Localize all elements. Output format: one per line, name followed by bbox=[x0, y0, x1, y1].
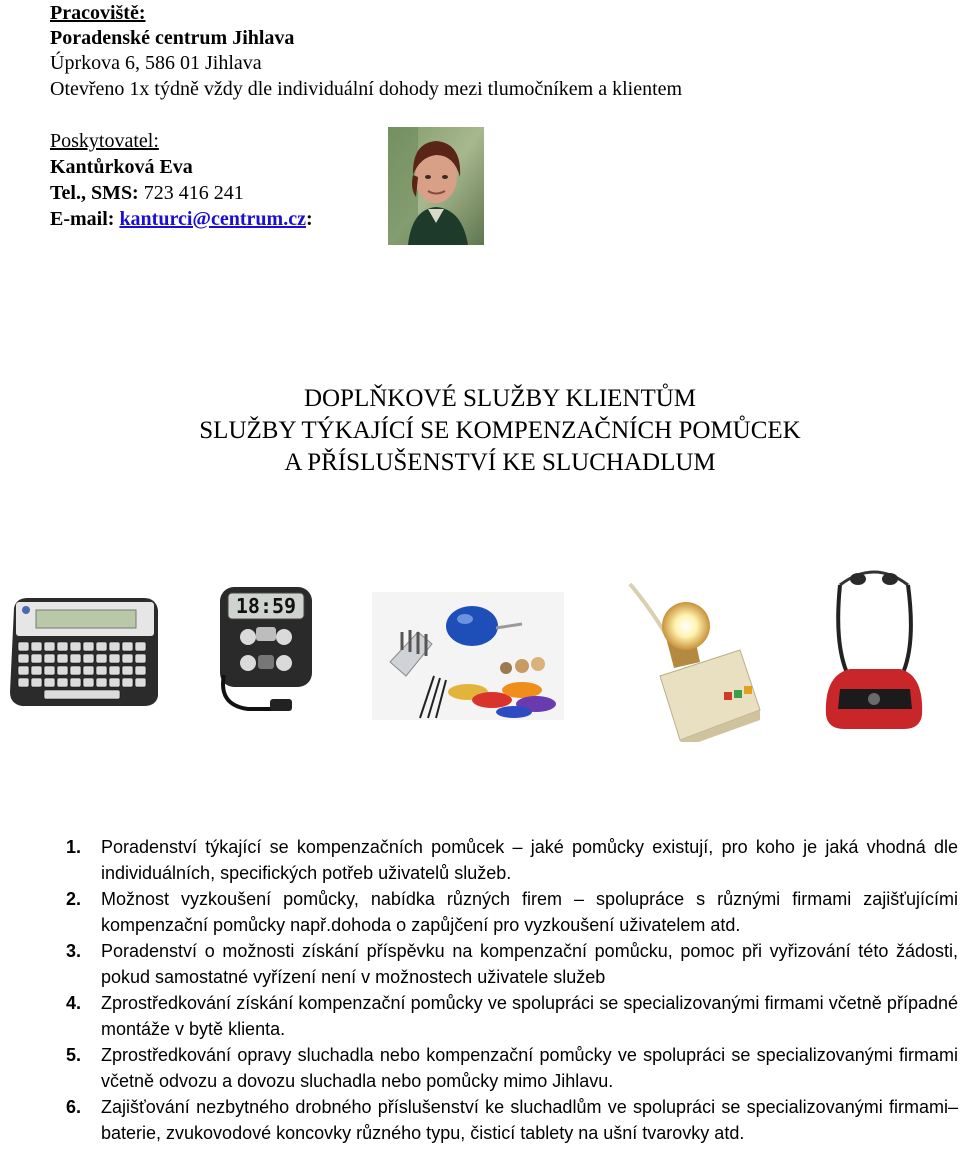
list-item bbox=[66, 886, 958, 938]
email-line bbox=[50, 206, 313, 232]
item-number: 6. bbox=[66, 1097, 82, 1117]
list-item bbox=[66, 1042, 958, 1094]
item-text: Možnost vyzkoušení pomůcky, nabídka různých firem – spolupráce s různými firmami zajišťujícími kompenzační pomůcky např.dohoda o zapůjčení pro vyzkoušení uživatelem atd. bbox=[101, 889, 958, 935]
phone-label: Tel., SMS: bbox=[50, 182, 139, 204]
item-text: Poradenství o možnosti získání příspěvku na kompenzační pomůcku, pomoc při vyřizování této žádosti, pokud samostatné vyřízení není v možnostech uživatele služeb bbox=[101, 941, 958, 987]
vibrating-alarm-clock-image bbox=[218, 585, 314, 713]
list-item bbox=[66, 990, 958, 1042]
hearing-aid-accessories-image bbox=[372, 592, 564, 720]
title-line-1: DOPLŇKOVÉ SLUŽBY KLIENTŮM bbox=[303, 385, 697, 412]
email-label: E-mail: bbox=[50, 208, 115, 230]
item-number: 4. bbox=[66, 993, 82, 1013]
item-number: 1. bbox=[66, 837, 82, 857]
center-name: Poradenské centrum Jihlava bbox=[50, 27, 295, 49]
item-number: 2. bbox=[66, 889, 82, 909]
list-item bbox=[66, 834, 958, 886]
title-line-3: A PŘÍSLUŠENSTVÍ KE SLUCHADLUM bbox=[284, 449, 716, 476]
address: Úprkova 6, 586 01 Jihlava bbox=[50, 52, 262, 74]
provider-photo bbox=[388, 127, 484, 245]
list-item bbox=[66, 1094, 958, 1146]
item-text: Zprostředkování opravy sluchadla nebo kompenzační pomůcky ve spolupráci se specializovanými firmami včetně odvozu a dovozu sluchadla nebo pomůcky mimo Jihlavu. bbox=[101, 1045, 958, 1091]
clock-display: 18:59 bbox=[235, 594, 297, 618]
item-number: 3. bbox=[66, 941, 82, 961]
email-link[interactable]: kanturci@centrum.cz bbox=[119, 208, 306, 230]
item-text: Zprostředkování získání kompenzační pomůcky ve spolupráci se specializovanými firmami včetně případné montáže v bytě klienta. bbox=[101, 993, 958, 1039]
item-text: Zajišťování nezbytného drobného příslušenství ke sluchadlům ve spolupráci se specializovanými firmami– baterie, zvukovodové koncovky různého typu, čisticí tablety na ušní tvarovky atd. bbox=[101, 1097, 958, 1143]
item-text: Poradenství týkající se kompenzačních pomůcek – jaké pomůcky existují, pro koho je jaká vhodná dle individuálních, specifických potřeb uživatelů služeb. bbox=[101, 837, 958, 883]
tv-headphones-image bbox=[820, 565, 928, 733]
signal-lamp-image bbox=[620, 580, 762, 742]
phone-value: 723 416 241 bbox=[143, 182, 244, 204]
phone-line bbox=[50, 180, 244, 206]
opening-hours: Otevřeno 1x týdně vždy dle individuální dohody mezi tlumočníkem a klientem bbox=[50, 78, 683, 100]
provider-name: Kantůrková Eva bbox=[50, 156, 193, 178]
services-list bbox=[66, 834, 958, 1146]
text-telephone-image bbox=[8, 596, 160, 708]
item-number: 5. bbox=[66, 1045, 82, 1065]
email-suffix: : bbox=[305, 208, 313, 230]
provider-label: Poskytovatel: bbox=[50, 130, 159, 152]
list-item bbox=[66, 938, 958, 990]
workplace-label: Pracoviště: bbox=[50, 2, 146, 24]
title-line-2: SLUŽBY TÝKAJÍCÍ SE KOMPENZAČNÍCH POMŮCEK bbox=[199, 417, 801, 444]
